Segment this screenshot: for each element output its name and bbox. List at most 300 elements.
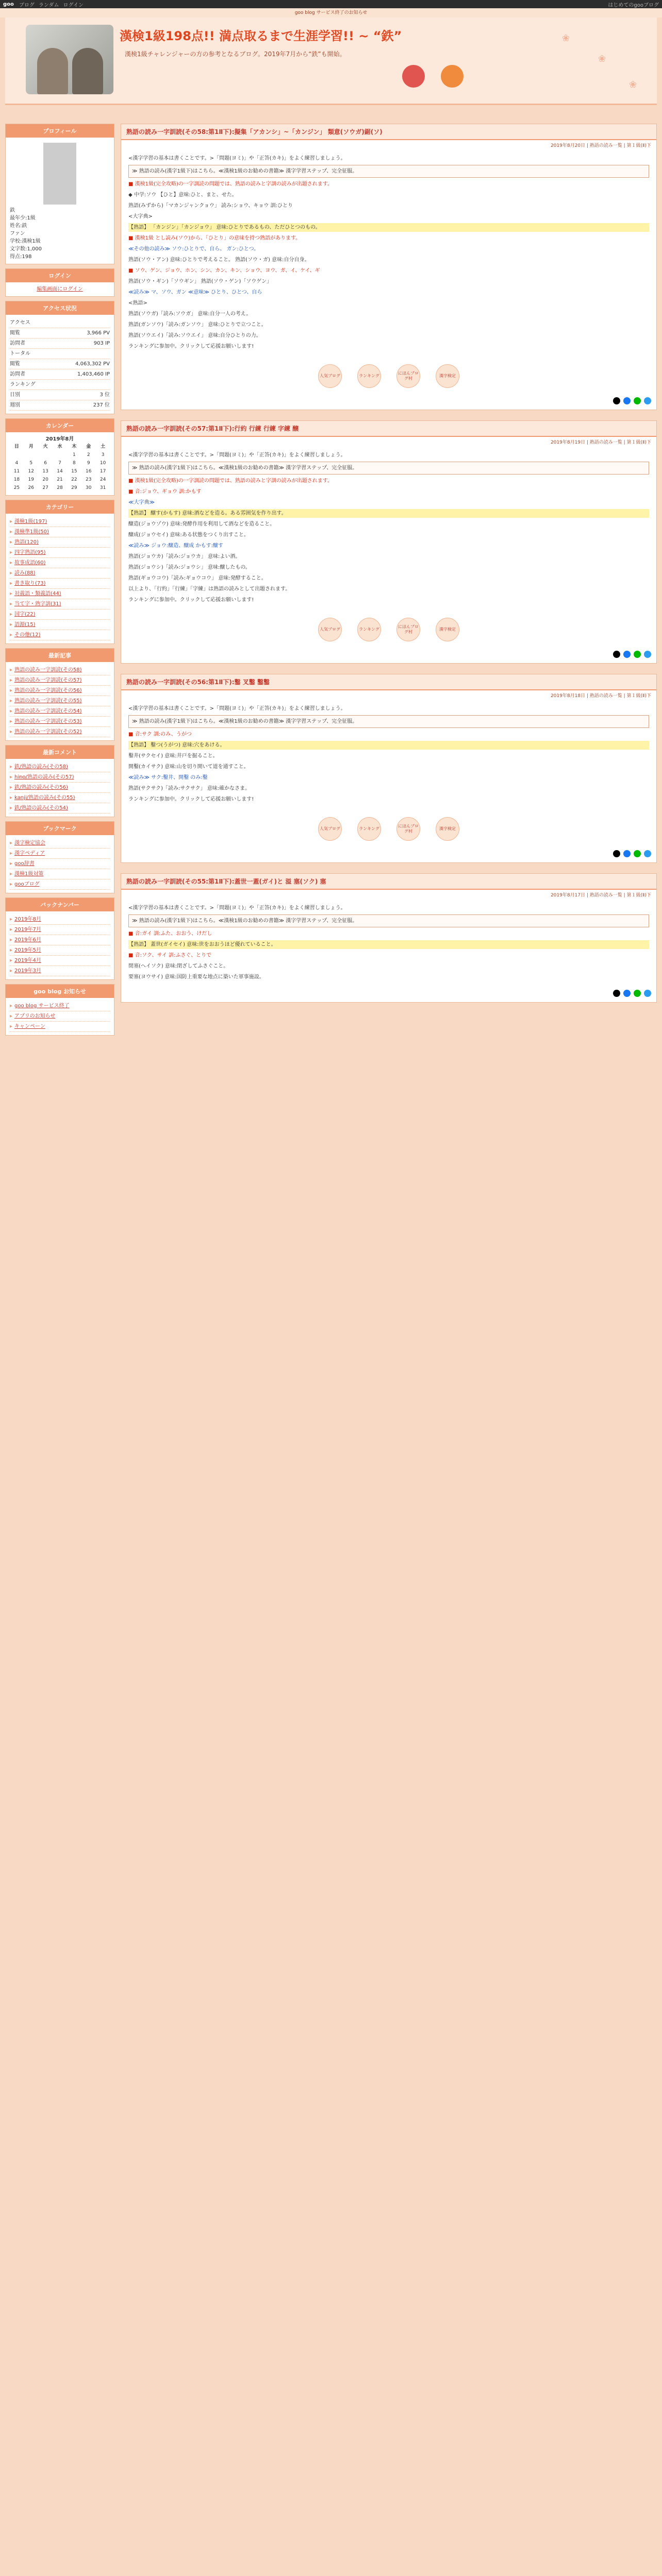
category-item-bullet-icon: ▸ bbox=[10, 570, 13, 576]
recent-item[interactable] bbox=[10, 706, 110, 717]
profile-image bbox=[43, 143, 76, 205]
comment-item[interactable] bbox=[10, 772, 110, 783]
entry-line: 熟語(サクサク)「読み:サクサク」 意味:確かなさま。 bbox=[128, 786, 251, 791]
calendar-month: 2019年8月 bbox=[45, 436, 74, 442]
category-item-link[interactable]: 漢検1級(197) bbox=[14, 519, 47, 524]
category-item-bullet-icon: ▸ bbox=[10, 601, 13, 607]
goo-news-item[interactable] bbox=[10, 1022, 110, 1032]
ranking-banner[interactable]: ランキング bbox=[357, 618, 381, 641]
category-item[interactable] bbox=[10, 527, 110, 537]
comments-heading: 最新コメント bbox=[6, 745, 114, 759]
category-item-link[interactable]: 対義語・類義語(44) bbox=[14, 591, 61, 597]
bookmark-item-bullet-icon: ▸ bbox=[10, 851, 13, 856]
calendar-day[interactable]: 17 bbox=[100, 469, 106, 474]
recent-box bbox=[5, 648, 114, 741]
recent-item-link[interactable]: 熟語の読み一字訓読(その58) bbox=[14, 667, 82, 673]
calendar-day[interactable]: 29 bbox=[71, 485, 77, 490]
calendar-heading: カレンダー bbox=[6, 419, 114, 432]
category-item-bullet-icon: ▸ bbox=[10, 591, 13, 597]
calendar-day[interactable]: 25 bbox=[13, 485, 20, 490]
calendar-day[interactable]: 30 bbox=[85, 485, 92, 490]
backnumber-item-bullet-icon: ▸ bbox=[10, 958, 13, 963]
recent-item-link[interactable]: 熟語の読み一字訓読(その55) bbox=[14, 698, 82, 704]
share-icon[interactable] bbox=[634, 397, 641, 404]
comment-item-bullet-icon: ▸ bbox=[10, 764, 13, 770]
ranking-banner[interactable]: ランキング bbox=[357, 817, 381, 841]
bookmark-item-link[interactable]: 漢字検定協会 bbox=[14, 840, 46, 846]
topbar-first-link[interactable]: はじめてのgooブログ bbox=[608, 2, 659, 8]
comment-item-bullet-icon: ▸ bbox=[10, 785, 13, 790]
entry-line: <熟語> bbox=[128, 300, 147, 306]
entry-line: 熟語(ソウエイ)「読み:ソウエイ」 意味:自分ひとりの力。 bbox=[128, 333, 261, 338]
calendar-day bbox=[10, 451, 24, 459]
entry-title[interactable]: 熟語の読み一字訓読(その58:第1Ⅱ下):擬集「アカンシ」~「カンジン」 類意(ソウガ)鋸(ソ) bbox=[121, 124, 656, 140]
backnumber-item-link[interactable]: 2019年5月 bbox=[14, 947, 41, 953]
category-item-link[interactable]: 当て字・熟字訓(31) bbox=[14, 601, 61, 607]
bookmark-item-link[interactable]: gooブログ bbox=[14, 882, 40, 887]
bookmark-item-link[interactable]: goo辞書 bbox=[14, 861, 35, 867]
backnumber-item[interactable] bbox=[10, 925, 110, 935]
entry-line: <漢字学習の基本は書くことです。>「問題(ヨミ)」や「正答(カキ)」をよく練習しましょう。 bbox=[128, 452, 346, 458]
category-item[interactable] bbox=[10, 630, 110, 640]
ranking-banner[interactable]: 漢字検定 bbox=[436, 364, 459, 388]
backnumber-item[interactable] bbox=[10, 914, 110, 925]
entry-line: 熟語(ソウ・アン) 意味:ひとりで考えること。 熟語(ソウ・ガ) 意味:自分自身。 bbox=[128, 257, 310, 263]
comment-item-link[interactable]: hino/熟語の読み(その57) bbox=[14, 774, 74, 780]
category-item[interactable] bbox=[10, 517, 110, 527]
login-link[interactable]: 編集画面にログイン bbox=[37, 286, 83, 292]
recent-item-bullet-icon: ▸ bbox=[10, 729, 13, 735]
comment-item[interactable] bbox=[10, 793, 110, 803]
entry-line: ■ 漢検1級(完全攻略)の一字訓読の問題では、熟語の読みと字訓の読みが出題されます。 bbox=[128, 181, 333, 187]
bookmark-item[interactable] bbox=[10, 859, 110, 869]
backnumber-item-link[interactable]: 2019年4月 bbox=[14, 958, 41, 963]
access-row bbox=[10, 318, 110, 328]
access-label: 閲覧 bbox=[10, 330, 20, 336]
entry-line: ■ 音:ガイ 訓:ふた、おおう、けだし bbox=[128, 931, 212, 937]
goo-news-item-link[interactable]: アプリのお知らせ bbox=[14, 1013, 56, 1019]
calendar-day[interactable]: 21 bbox=[57, 477, 63, 482]
category-item[interactable] bbox=[10, 558, 110, 568]
bookmark-item-link[interactable]: 漢検1級対策 bbox=[14, 871, 44, 877]
calendar-day[interactable]: 14 bbox=[57, 469, 63, 474]
calendar-day[interactable]: 26 bbox=[28, 485, 34, 490]
entry-line: ≪その他の読み≫ ソウ:ひとりで、自ら。 ガン:ひとつ。 bbox=[128, 246, 259, 252]
entry-line: ≪大字典≫ bbox=[128, 500, 155, 505]
profile-line: 姓名:鉄 bbox=[10, 223, 27, 229]
calendar-day[interactable]: 4 bbox=[15, 461, 19, 466]
recent-heading: 最新記事 bbox=[6, 649, 114, 662]
backnumber-heading: バックナンバー bbox=[6, 898, 114, 911]
recent-item-link[interactable]: 熟語の読み一字訓読(その57) bbox=[14, 677, 82, 683]
calendar-day[interactable]: 28 bbox=[57, 485, 63, 490]
recent-item-bullet-icon: ▸ bbox=[10, 667, 13, 673]
goo-news-item-link[interactable]: goo blog サービス終了 bbox=[14, 1003, 70, 1009]
profile-name[interactable]: 鉄 bbox=[10, 208, 15, 213]
entry-line: 熟語(ソウガ)「読み:ソウガ」 意味:自分一人の考え。 bbox=[128, 311, 252, 317]
entry-body bbox=[121, 700, 656, 810]
access-label: 週別 bbox=[10, 402, 20, 408]
category-item[interactable] bbox=[10, 537, 110, 548]
recent-item-bullet-icon: ▸ bbox=[10, 708, 13, 714]
paw-icon: ❀ bbox=[598, 54, 606, 64]
ranking-banner[interactable]: にほんブログ村 bbox=[396, 364, 420, 388]
calendar-day[interactable]: 13 bbox=[42, 469, 48, 474]
access-value: 4,063,302 PV bbox=[75, 361, 110, 367]
profile-line: 最年少:1級 bbox=[10, 215, 36, 221]
entry-date: 2019年8月20日 | 熟語の読み一覧 | 第１級(Ⅱ)下 bbox=[550, 143, 651, 148]
calendar-day[interactable]: 31 bbox=[100, 485, 106, 490]
entry-line: 熟語(ソウ・ギン)「ソウギン」 熟語(ソウ・ゲン)「ソウゲン」 bbox=[128, 279, 272, 284]
entry-line: 熟語(ギョウコウ)「読み:ギョウコウ」 意味:発酵すること。 bbox=[128, 575, 267, 581]
calendar-day: 水 bbox=[57, 444, 62, 449]
topbar-link-random[interactable]: ランダム bbox=[38, 2, 59, 8]
calendar-day[interactable]: 9 bbox=[87, 461, 90, 466]
category-item[interactable] bbox=[10, 579, 110, 589]
calendar-day[interactable]: 3 bbox=[101, 452, 105, 457]
comment-item-bullet-icon: ▸ bbox=[10, 805, 13, 811]
comment-item-link[interactable]: 鉄/熟語の読み(その56) bbox=[14, 785, 68, 790]
category-item[interactable] bbox=[10, 609, 110, 620]
ranking-buttons bbox=[121, 810, 656, 848]
backnumber-item[interactable] bbox=[10, 956, 110, 966]
comment-item-link[interactable]: kanji/熟語の読み(その55) bbox=[14, 795, 75, 801]
calendar-day bbox=[53, 451, 67, 459]
calendar-day[interactable]: 23 bbox=[85, 477, 92, 482]
category-item[interactable] bbox=[10, 599, 110, 609]
yarn-ball-icon bbox=[402, 65, 425, 88]
calendar-day: 木 bbox=[72, 444, 77, 449]
entry-line: ランキングに参加中。クリックして応援お願いします! bbox=[128, 597, 254, 603]
bookmark-item[interactable] bbox=[10, 869, 110, 879]
calendar-day bbox=[24, 451, 38, 459]
calendar-day[interactable]: 19 bbox=[28, 477, 34, 482]
calendar-day: 月 bbox=[28, 444, 34, 449]
entry-body bbox=[121, 900, 656, 988]
profile-box bbox=[5, 124, 114, 264]
calendar-day[interactable]: 22 bbox=[71, 477, 77, 482]
share-buttons bbox=[121, 988, 656, 1002]
bookmark-item[interactable] bbox=[10, 879, 110, 890]
backnumber-item-bullet-icon: ▸ bbox=[10, 917, 13, 922]
comment-item[interactable] bbox=[10, 783, 110, 793]
category-item-link[interactable]: 読み(88) bbox=[14, 570, 36, 576]
bookmark-item-link[interactable]: 漢字ペディア bbox=[14, 851, 45, 856]
ranking-banner[interactable]: 漢字検定 bbox=[436, 618, 459, 641]
entry-line: 熟語(ジョウシ)「読み:ジョウシ」 意味:醸したもの。 bbox=[128, 565, 251, 570]
access-row bbox=[10, 328, 110, 338]
category-item-bullet-icon: ▸ bbox=[10, 612, 13, 617]
recent-item-bullet-icon: ▸ bbox=[10, 698, 13, 704]
access-label: 訪問者 bbox=[10, 371, 25, 377]
entry-line: ■ 音:ソク、サイ 訓:ふさぐ、とりで bbox=[128, 953, 212, 958]
category-heading: カテゴリー bbox=[6, 500, 114, 514]
calendar-day[interactable]: 11 bbox=[13, 469, 20, 474]
calendar-day: 日 bbox=[14, 444, 19, 449]
goo-news-item[interactable] bbox=[10, 1001, 110, 1011]
calendar-day[interactable]: 10 bbox=[100, 461, 106, 466]
backnumber-item-link[interactable]: 2019年3月 bbox=[14, 968, 41, 974]
recent-item-link[interactable]: 熟語の読み一字訓読(その52) bbox=[14, 729, 82, 735]
backnumber-item-link[interactable]: 2019年7月 bbox=[14, 927, 41, 933]
ranking-buttons bbox=[121, 611, 656, 649]
goo-news-heading: goo blog お知らせ bbox=[6, 985, 114, 998]
calendar-box bbox=[5, 418, 114, 496]
entry-line: ■ 漢検1級 とし読み(ソウ)から、「ひとり」の意味を持つ熟語があります。 bbox=[128, 235, 301, 241]
blog-entry bbox=[121, 420, 657, 664]
goo-news-item-bullet-icon: ▸ bbox=[10, 1013, 13, 1019]
recent-item[interactable] bbox=[10, 675, 110, 686]
category-item-link[interactable]: 語源(15) bbox=[14, 622, 36, 628]
share-icon[interactable] bbox=[613, 990, 620, 997]
ranking-banner[interactable]: 人気ブログ bbox=[318, 817, 342, 841]
entry-line: ランキングに参加中。クリックして応援お願いします! bbox=[128, 344, 254, 349]
entry-line: ■ 音:ジョウ、ギョウ 訓:かもす bbox=[128, 489, 202, 495]
access-row bbox=[10, 359, 110, 369]
category-item-link[interactable]: 国字(22) bbox=[14, 612, 36, 617]
blog-description: 漢検1級チャレンジャーの方の参考となるブログ。2019年7月から“鉄”も開始。 bbox=[125, 50, 346, 58]
backnumber-item-bullet-icon: ▸ bbox=[10, 968, 13, 974]
blog-title[interactable]: 漢検1級198点!! 満点取るまで生涯学習!! ~ “鉄” bbox=[120, 29, 402, 43]
recent-item-bullet-icon: ▸ bbox=[10, 677, 13, 683]
access-label: 閲覧 bbox=[10, 361, 20, 367]
calendar-day[interactable]: 18 bbox=[13, 477, 20, 482]
category-item[interactable] bbox=[10, 568, 110, 579]
share-icon[interactable] bbox=[644, 850, 651, 857]
calendar-day[interactable]: 12 bbox=[28, 469, 34, 474]
entry-line: ≪読み≫ サク:鑿井、開鑿 のみ:鑿 bbox=[128, 775, 208, 781]
backnumber-item[interactable] bbox=[10, 935, 110, 945]
backnumber-box bbox=[5, 897, 114, 980]
category-item-link[interactable]: 熟語(120) bbox=[14, 539, 39, 545]
goo-news-item-link[interactable]: キャンペーン bbox=[14, 1024, 45, 1029]
calendar-day[interactable]: 15 bbox=[71, 469, 77, 474]
access-heading: アクセス状況 bbox=[6, 301, 114, 315]
recent-item-link[interactable]: 熟語の読み一字訓読(その56) bbox=[14, 688, 82, 693]
bookmark-item[interactable] bbox=[10, 849, 110, 859]
calendar-grid bbox=[10, 443, 110, 492]
share-buttons bbox=[121, 848, 656, 862]
cat-right bbox=[72, 48, 103, 94]
bookmark-item[interactable] bbox=[10, 838, 110, 849]
category-item-bullet-icon: ▸ bbox=[10, 560, 13, 566]
recent-item[interactable] bbox=[10, 665, 110, 675]
goo-news-item-bullet-icon: ▸ bbox=[10, 1024, 13, 1029]
category-item-link[interactable]: 故事成語(60) bbox=[14, 560, 46, 566]
comment-list bbox=[6, 759, 114, 817]
entry-line: ≫ 熟語の読み(漢字1級下)はこちら。≪漢検1級のお勧めの書籍≫ 漢字学習ステップ、完全征服。 bbox=[128, 462, 649, 474]
backnumber-list bbox=[6, 911, 114, 979]
access-value: 237 位 bbox=[93, 402, 110, 408]
access-box bbox=[5, 301, 114, 414]
entry-line: ランキングに参加中。クリックして応援お願いします! bbox=[128, 796, 254, 802]
recent-item[interactable] bbox=[10, 727, 110, 737]
recent-item-link[interactable]: 熟語の読み一字訓読(その54) bbox=[14, 708, 82, 714]
ranking-banner[interactable]: にほんブログ村 bbox=[396, 618, 420, 641]
share-icon[interactable] bbox=[623, 990, 631, 997]
comment-item-link[interactable]: 鉄/熟語の読み(その58) bbox=[14, 764, 68, 770]
ranking-banner[interactable]: 人気ブログ bbox=[318, 364, 342, 388]
category-list bbox=[6, 514, 114, 643]
comment-item-bullet-icon: ▸ bbox=[10, 774, 13, 780]
calendar-day[interactable]: 8 bbox=[72, 461, 76, 466]
recent-list bbox=[6, 662, 114, 740]
calendar-day[interactable]: 20 bbox=[42, 477, 48, 482]
topbar-link-blog[interactable]: ブログ bbox=[19, 2, 35, 8]
category-item-link[interactable]: 漢検準1級(50) bbox=[14, 529, 49, 535]
entry-title[interactable]: 熟語の読み一字訓読(その57:第1Ⅱ下):行約 行練 行練 字練 醸 bbox=[121, 421, 656, 437]
backnumber-item[interactable] bbox=[10, 966, 110, 976]
backnumber-item-link[interactable]: 2019年6月 bbox=[14, 937, 41, 943]
calendar-day[interactable]: 6 bbox=[44, 461, 47, 466]
category-item-link[interactable]: その他(12) bbox=[14, 632, 41, 638]
bookmark-item-bullet-icon: ▸ bbox=[10, 882, 13, 887]
entry-line: ■ ソウ、ゲン、ジョウ、ホン、シン、カン、キン、ショウ、ヨウ、ガ、イ、ケイ、ギ bbox=[128, 268, 320, 274]
goo-logo[interactable]: goo bbox=[3, 1, 14, 7]
backnumber-item-link[interactable]: 2019年8月 bbox=[14, 917, 41, 922]
entry-line: 【熟語】 醸す(かもす) 意味:酒などを造る。ある雰囲気を作り出す。 bbox=[128, 509, 649, 518]
share-icon[interactable] bbox=[613, 397, 620, 404]
access-row bbox=[10, 369, 110, 380]
recent-item[interactable] bbox=[10, 717, 110, 727]
calendar-day[interactable]: 16 bbox=[85, 469, 92, 474]
entry-line: 【熟語】 蓋世(ガイセイ) 意味:世をおおうほど優れていること。 bbox=[128, 940, 649, 949]
calendar-day[interactable]: 7 bbox=[58, 461, 61, 466]
ranking-buttons bbox=[121, 357, 656, 395]
entry-date: 2019年8月18日 | 熟語の読み一覧 | 第１級(Ⅱ)下 bbox=[550, 693, 651, 699]
entry-title[interactable]: 熟語の読み一字訓読(その56:第1Ⅱ下):鑿 叉鑿 鑿鑿 bbox=[121, 674, 656, 690]
share-icon[interactable] bbox=[623, 850, 631, 857]
entry-line: 鑿井(サクセイ) 意味:井戸を掘ること。 bbox=[128, 753, 218, 759]
access-value: 903 IP bbox=[93, 341, 110, 346]
access-label: トータル bbox=[10, 351, 30, 357]
ranking-banner[interactable]: 漢字検定 bbox=[436, 817, 459, 841]
entry-line: 要塞(ヨウサイ) 意味:国防上重要な地点に築いた軍事施設。 bbox=[128, 974, 264, 980]
calendar-day: 金 bbox=[86, 444, 91, 449]
access-row bbox=[10, 338, 110, 349]
access-label: 日別 bbox=[10, 392, 20, 398]
calendar-day[interactable]: 24 bbox=[100, 477, 106, 482]
calendar-day[interactable]: 2 bbox=[87, 452, 90, 457]
ranking-banner[interactable]: 人気ブログ bbox=[318, 618, 342, 641]
access-label: 訪問者 bbox=[10, 341, 25, 346]
entry-line: 熟語(ジョウカ)「読み:ジョウカ」 意味:よい酒。 bbox=[128, 554, 241, 560]
backnumber-item-bullet-icon: ▸ bbox=[10, 927, 13, 933]
calendar-day: 火 bbox=[43, 444, 48, 449]
share-icon[interactable] bbox=[634, 850, 641, 857]
entry-line: ■ 漢検1級(完全攻略)の一字訓読の問題では、熟語の読みと字訓の読みが出題されます。 bbox=[128, 478, 333, 484]
login-heading: ログイン bbox=[6, 269, 114, 282]
calendar-day[interactable]: 5 bbox=[29, 461, 33, 466]
access-row bbox=[10, 390, 110, 400]
share-icon[interactable] bbox=[613, 651, 620, 658]
comment-item[interactable] bbox=[10, 762, 110, 772]
access-value: 3 位 bbox=[100, 392, 110, 398]
category-item-bullet-icon: ▸ bbox=[10, 519, 13, 524]
entry-line: 開鑿(カイサク) 意味:山を切り開いて道を通すこと。 bbox=[128, 764, 249, 770]
paw-icon: ❀ bbox=[629, 79, 637, 90]
comment-item[interactable] bbox=[10, 803, 110, 814]
category-item[interactable] bbox=[10, 589, 110, 599]
category-item-bullet-icon: ▸ bbox=[10, 632, 13, 638]
cat-left bbox=[37, 48, 68, 94]
comment-item-bullet-icon: ▸ bbox=[10, 795, 13, 801]
profile-line: 文字数:1,000 bbox=[10, 246, 42, 252]
bookmark-heading: ブックマーク bbox=[6, 822, 114, 835]
backnumber-item[interactable] bbox=[10, 945, 110, 956]
backnumber-item-bullet-icon: ▸ bbox=[10, 937, 13, 943]
share-icon[interactable] bbox=[623, 651, 631, 658]
ranking-banner[interactable]: ランキング bbox=[357, 364, 381, 388]
recent-item[interactable] bbox=[10, 686, 110, 696]
access-row bbox=[10, 400, 110, 411]
access-row bbox=[10, 349, 110, 359]
category-item-link[interactable]: 書き取り(73) bbox=[14, 581, 46, 586]
entry-line: 熟語(ガンソウ)「読み:ガンソウ」 意味:ひとりで立つこと。 bbox=[128, 322, 267, 328]
entry-title[interactable]: 熟語の読み一字訓読(その55:第1Ⅱ下):蓋世一蓋(ガイ)と 溢 塞(ソク) 塞 bbox=[121, 874, 656, 890]
entry-date: 2019年8月19日 | 熟語の読み一覧 | 第１級(Ⅱ)下 bbox=[550, 440, 651, 445]
category-item-bullet-icon: ▸ bbox=[10, 622, 13, 628]
recent-item-link[interactable]: 熟語の読み一字訓読(その53) bbox=[14, 719, 82, 724]
entry-line: ≫ 熟語の読み(漢字1級下)はこちら。≪漢検1級のお勧めの書籍≫ 漢字学習ステップ、完全征服。 bbox=[128, 914, 649, 927]
bookmark-item-bullet-icon: ▸ bbox=[10, 871, 13, 877]
entry-body bbox=[121, 447, 656, 611]
share-buttons bbox=[121, 395, 656, 410]
entry-line: ≫ 熟語の読み(漢字1級下)はこちら。≪漢検1級のお勧めの書籍≫ 漢字学習ステップ、完全征服。 bbox=[128, 715, 649, 728]
entry-body bbox=[121, 150, 656, 357]
service-notice[interactable]: goo blog サービス終了のお知らせ bbox=[0, 8, 662, 18]
share-icon[interactable] bbox=[634, 990, 641, 997]
goo-news-list bbox=[6, 998, 114, 1035]
share-icon[interactable] bbox=[623, 397, 631, 404]
entry-line: 【熟語】 鑿つ(うがつ) 意味:穴をあける。 bbox=[128, 741, 649, 750]
entry-line: <漢字学習の基本は書くことです。>「問題(ヨミ)」や「正答(カキ)」をよく練習しましょう。 bbox=[128, 905, 346, 911]
share-icon[interactable] bbox=[644, 990, 651, 997]
goo-news-item[interactable] bbox=[10, 1011, 110, 1022]
category-item-bullet-icon: ▸ bbox=[10, 550, 13, 555]
share-icon[interactable] bbox=[644, 397, 651, 404]
comment-item-link[interactable]: 鉄/熟語の読み(その54) bbox=[14, 805, 68, 811]
entry-line: ■ 音:サク 訓:のみ、うがつ bbox=[128, 732, 192, 737]
calendar-day[interactable]: 1 bbox=[72, 452, 76, 457]
main-content bbox=[121, 124, 657, 1013]
share-icon[interactable] bbox=[634, 651, 641, 658]
bookmark-item-bullet-icon: ▸ bbox=[10, 861, 13, 867]
entry-line: 以上より、「行約」「行練」「字練」は熟語の読みとして出題されます。 bbox=[128, 586, 291, 592]
recent-item[interactable] bbox=[10, 696, 110, 706]
access-label: ランキング bbox=[10, 382, 36, 387]
share-icon[interactable] bbox=[613, 850, 620, 857]
category-item[interactable] bbox=[10, 620, 110, 630]
top-bar bbox=[0, 0, 662, 8]
profile-line: 得点:198 bbox=[10, 254, 32, 260]
ranking-banner[interactable]: にほんブログ村 bbox=[396, 817, 420, 841]
entry-line: ≪読み≫ ジョウ:醸造、醸成 かもす:醸す bbox=[128, 543, 223, 549]
share-icon[interactable] bbox=[644, 651, 651, 658]
topbar-link-login[interactable]: ログイン bbox=[63, 2, 84, 8]
goo-news-item-bullet-icon: ▸ bbox=[10, 1003, 13, 1009]
calendar-day bbox=[39, 451, 53, 459]
calendar-day[interactable]: 27 bbox=[42, 485, 48, 490]
profile-heading: プロフィール bbox=[6, 124, 114, 138]
category-item-link[interactable]: 四字熟語(95) bbox=[14, 550, 46, 555]
backnumber-item-bullet-icon: ▸ bbox=[10, 947, 13, 953]
sidebar bbox=[5, 124, 114, 1040]
bookmark-item-bullet-icon: ▸ bbox=[10, 840, 13, 846]
recent-item-bullet-icon: ▸ bbox=[10, 719, 13, 724]
category-item[interactable] bbox=[10, 548, 110, 558]
entry-line: <漢字学習の基本は書くことです。>「問題(ヨミ)」や「正答(カキ)」をよく練習しましょう。 bbox=[128, 706, 346, 711]
